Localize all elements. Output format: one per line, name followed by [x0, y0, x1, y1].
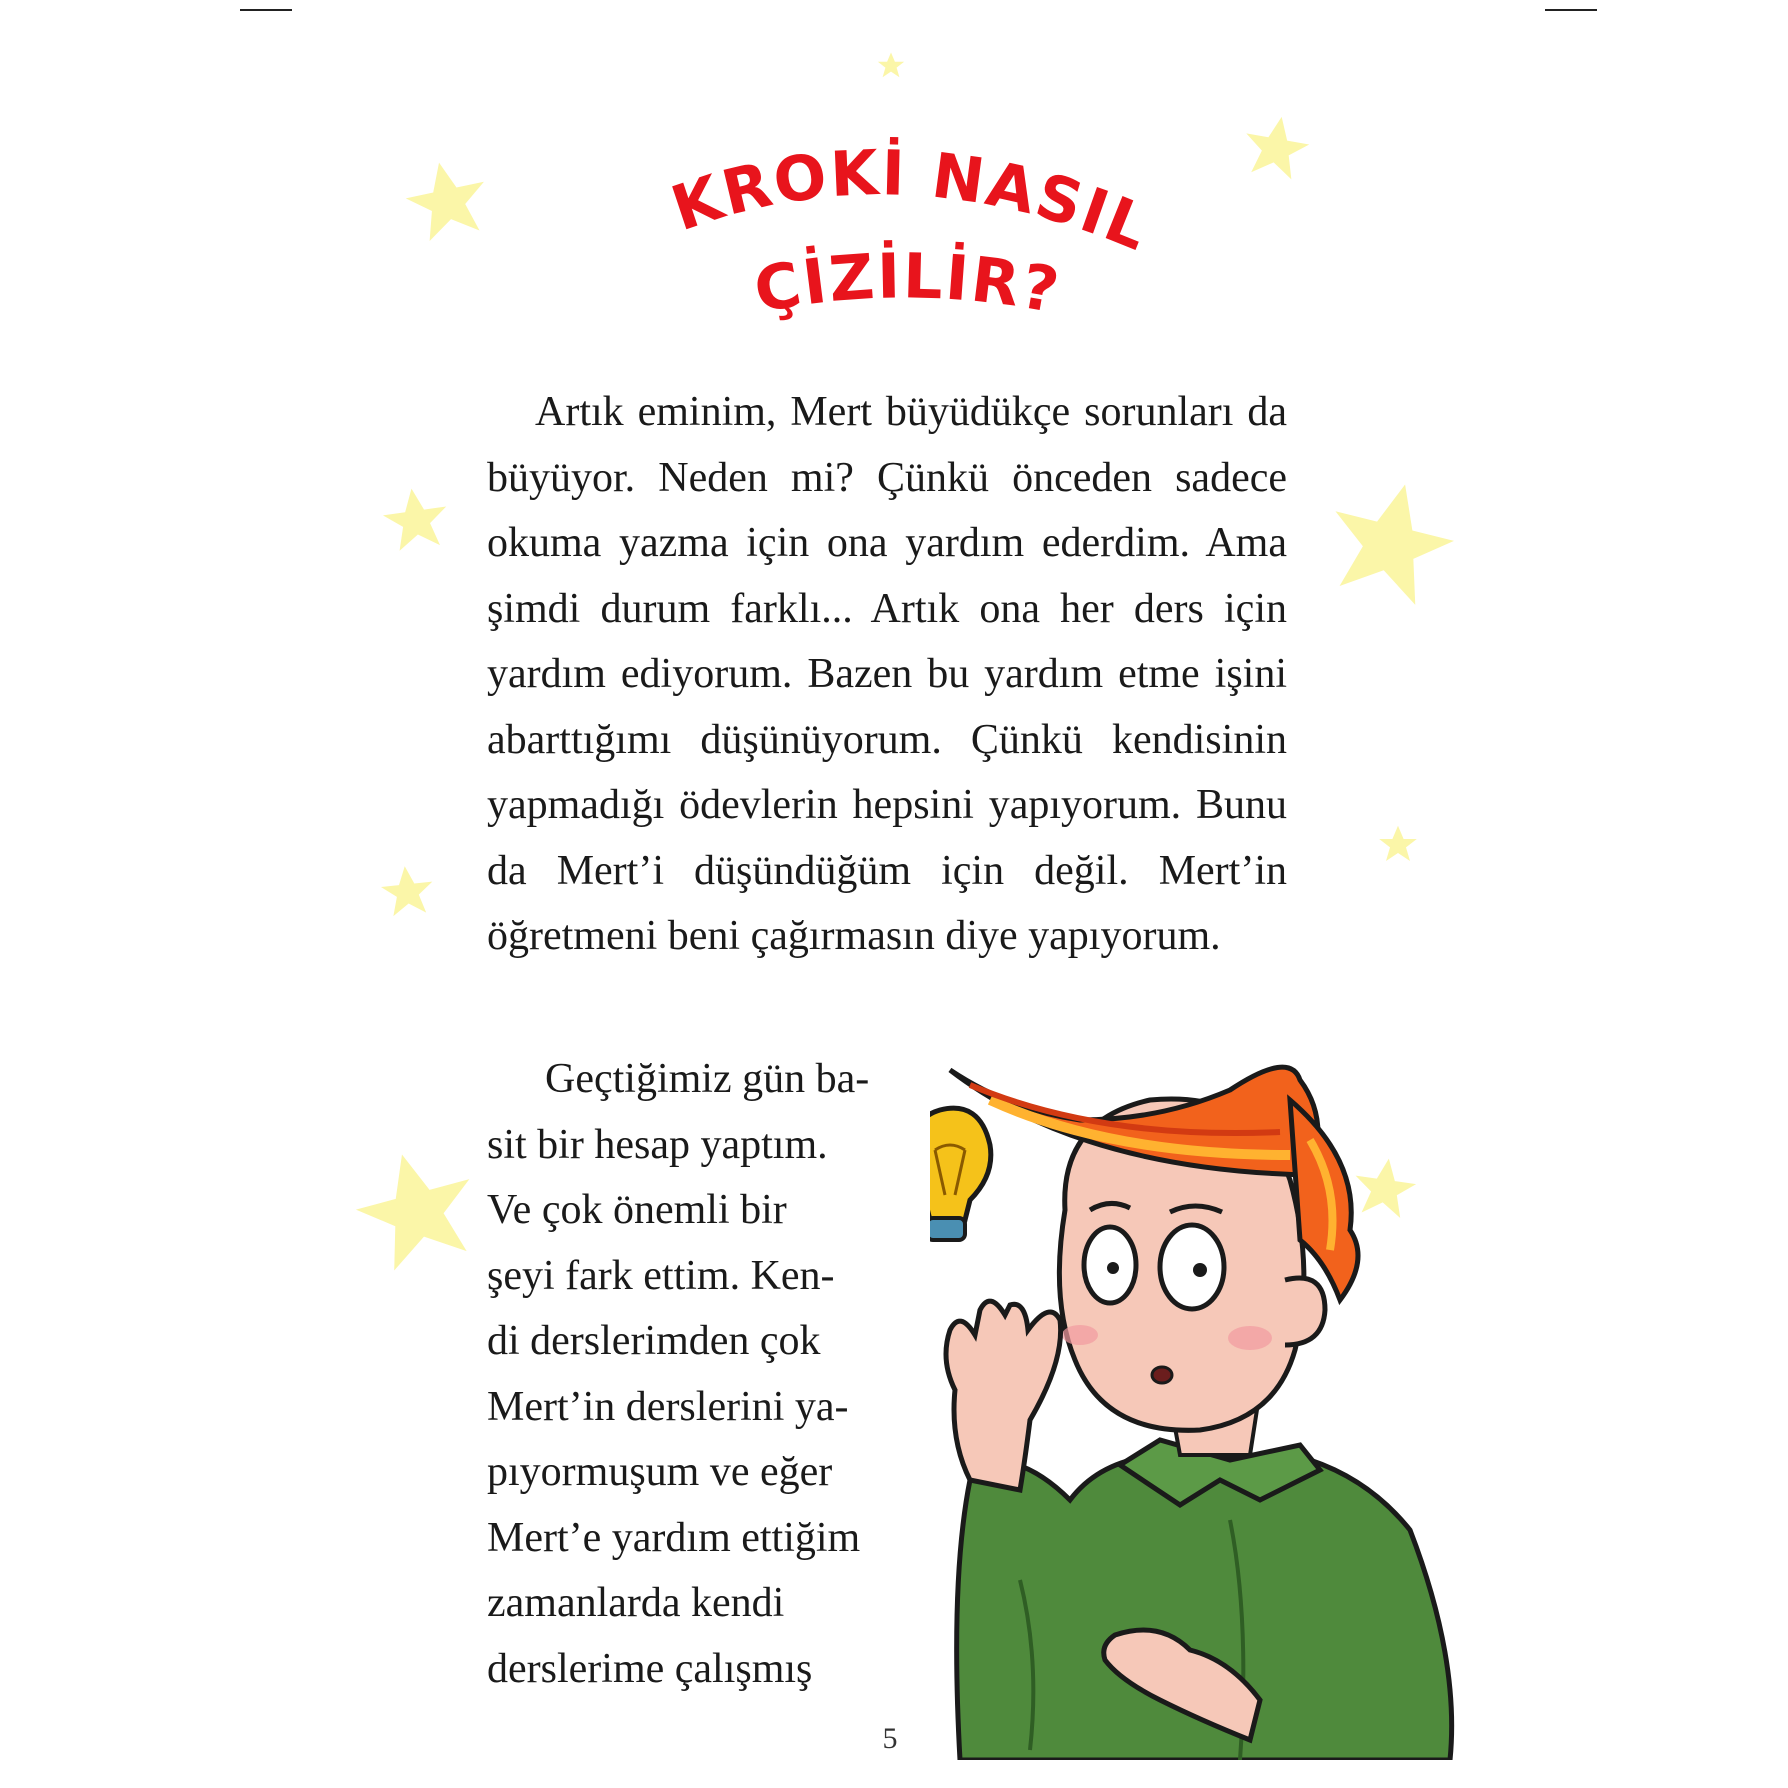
star-icon [380, 865, 435, 920]
raised-hand [946, 1301, 1061, 1490]
star-icon [877, 52, 905, 80]
paragraph-1: Artık eminim, Mert büyüdükçe sorunları da büyüyor. Neden mi? Çünkü önceden sadece okuma yazma için ona yardım ederdim. Ama şimdi durum farklı... Artık ona her ders için yardım ediyorum. Bazen bu yardım etme işini abarttığımı düşünüyorum. Çünkü kendisinin yapmadığı ödevlerin hepsini yapıyorum. Bunu da Mert’i düşündüğüm için değil. Mert’in öğretmeni beni çağırmasın diye yapıyorum. [487, 389, 1287, 959]
boy-with-lightbulb-illustration [930, 1060, 1470, 1760]
paragraph-2-line: sit bir hesap yaptım. [487, 1121, 828, 1168]
star-icon [355, 1150, 480, 1275]
lightbulb-icon [930, 1108, 991, 1240]
paragraph-2-line: Ve çok önemli bir [487, 1187, 787, 1233]
paragraph-2-line: şeyi fark ettim. Ken- [487, 1252, 835, 1299]
story-text [487, 380, 1287, 970]
paragraph-2-line: Geçtiğimiz gün ba- [545, 1056, 870, 1102]
paragraph-2-line: zamanlarda kendi [487, 1580, 785, 1626]
paragraph-2-line: pıyormuşum ve eğer [487, 1449, 833, 1495]
paragraph-2-line: Mert’e yardım ettiğim [487, 1514, 861, 1561]
paragraph-2-line: derslerime çalışmış [487, 1645, 813, 1692]
title-line-1: KROKİ NASIL [662, 135, 1160, 266]
paragraph-2 [487, 1047, 917, 1702]
star-icon [405, 160, 490, 245]
star-icon [382, 487, 450, 555]
svg-text:ÇİZİLİR? [749, 239, 1066, 327]
star-icon [1378, 825, 1418, 865]
eye [1160, 1225, 1224, 1309]
crop-mark-right [1545, 9, 1597, 11]
paragraph-2-line: Mert’in derslerini ya- [487, 1383, 849, 1430]
title-line-2: ÇİZİLİR? [748, 239, 1066, 328]
star-icon [1325, 480, 1455, 610]
paragraph-2-line: di derslerimden çok [487, 1318, 821, 1364]
page-number: 5 [882, 1722, 898, 1755]
crop-mark-left [240, 9, 292, 11]
star-icon [1242, 115, 1310, 183]
chapter-title [640, 110, 1160, 340]
